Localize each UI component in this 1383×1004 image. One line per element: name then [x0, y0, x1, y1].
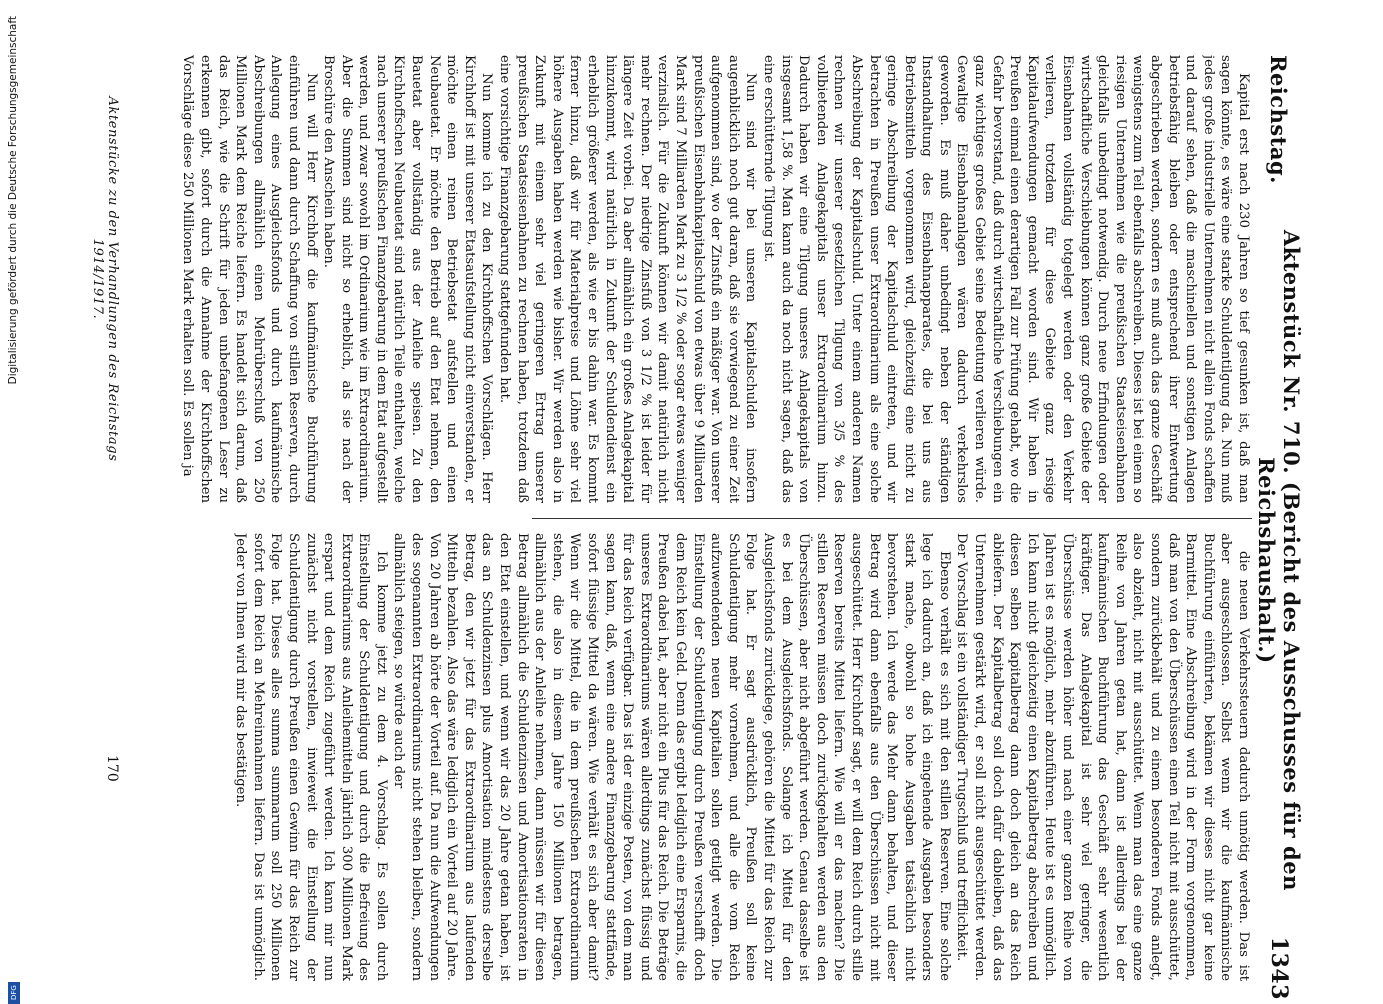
header-left: Reichstag.	[1266, 55, 1292, 184]
paragraph: Ich komme jetzt zu dem 4. Vorschlag. Es sollen durch Einstellung der Schuldentilgung und durch die Befreiung des Extraordinariums aus Anleihemitteln jährlich 300 Millionen Mark erspart und dem Reich zugeführt werden. Ich kann mir nun zunächst nicht vorstellen, inwieweit die Einstellung der Schuldentilgung durch Preußen einen Gewinn für das Reich zur Folge hat. Dieses alles summa summarum soll 250 Millionen sofort dem Reich an Mehreinnahmen liefern. Das ist unmöglich. Jeder von Ihnen wird mir das bestätigen.	[233, 533, 389, 981]
paragraph: die neuen Verkehrssteuern dadurch unnötig werden. Das ist aber ausgeschlossen. Selbst wenn wir die kaufmännische Buchführung einführten, bekämen wir dieses nicht gar keine Barmittel. Eine Abschreibung wird in der Form vorgenommen, daß man von den Überschüssen einen Teil nicht mit ausschüttet, sondern zurückbehält und zu einem besonderen Fonds anlegt, also abzieht, nicht mit ausschüttet. Wenn man das eine ganze Reihe von Jahren getan hat, dann ist allerdings bei der kaufmännischen Buchführung das Geschäft sehr wesentlich kräftiger. Das Anlagekapital ist sehr viel geringer, die Überschüsse werden höher und nach einer ganzen Reihe von Jahren ist es möglich, mehr abzuführen. Heute ist es unmöglich. Ich kann nicht gleichzeitig einen Kapitalbetrag abschreiben und diesen selben Kapitalbetrag dann doch gleich an das Reich abliefern. Der Kapitalbetrag soll doch dafür dableiben, daß das Unternehmen gestärkt wird, er soll nicht ausgeschüttet werden. Der Vorschlag ist ein vollständiger Trugschluß und trefflichkeit.	[954, 533, 1251, 981]
header-title: Aktenstück Nr. 710. (Bericht des Ausschusses für den Reichshaushalt.)	[1254, 229, 1304, 891]
column-divider	[532, 518, 1252, 519]
footer-page-number: 170	[104, 755, 120, 782]
paragraph: Nun komme ich zu den Kirchhoffschen Vorschlägen. Herr Kirchhoff ist mit unserer Etatsaufstellung nicht einverstanden, er möchte einen reinen Betriebsetat aufstellen und einen Neubauetat. Er möchte den Betrieb auf den Etat nehmen, den Bauetat aber vollständig aus der Anleihe speisen. Zu den Kirchhoffschen Neubauetat sind natürlich Teile enthalten, welche nach unserer preußischen Finanzgebarung in dem Etat aufgestellt werden, und zwar sowohl im Ordinarium wie im Extraordinarium. Aber die Summen sind nicht so erheblich, als sie nach der Broschüre den Anschein haben.	[321, 55, 495, 503]
right-column	[112, 533, 1252, 981]
header-page-number: 1343	[1266, 936, 1292, 1000]
paragraph: Kapital erst nach 230 Jahren so tief gesunken ist, daß man sagen könnte, es wäre eine starke Schuldentilgung da. Nun muß jedes große industrielle Unternehmen nicht allein Fonds schaffen und darauf sehen, daß die maschinellen und sonstigen Anlagen betriebsfähig bleiben oder entsprechend ihrer Entwertung abgeschrieben werden, sondern es muß auch das ganze Geschäft wenigstens zum Teil ebenfalls abschreiben. Dieses ist bei einem so riesigen Unternehmen wie die preußischen Staatseisenbahnen gleichfalls unbedingt notwendig. Durch neue Erfindungen oder wirtschaftliche Verschiebungen können ganz große Gebiete der Eisenbahnen vollständig totgelegt werden oder den Verkehr verlieren, trotzdem für diese Gebiete ganz riesige Kapitalaufwendungen gemacht worden sind. Wir haben in Preußen einmal einen derartigen Fall zur Prüfung gehabt, wo die Gefahr bevorstand, daß durch wirtschaftliche Verschiebungen ein ganz wichtiges großes Gebiet seine Bedeutung verlieren würde. Gewaltige Eisenbahnanlagen wären dadurch verkehrslos geworden. Es muß daher unbedingt neben der ständigen Instandhaltung des Eisenbahnapparates, die bei uns aus Betriebsmitteln vorgenommen wird, gleichzeitig eine nicht zu geringe Abschreibung der Kapitalschuld eintreten, und wir betrachten in Preußen unser Extraordinarium als eine solche Abschreibung der Kapitalschuld. Unter einem anderen Namen rechnen wir unserer gesetzlichen Tilgung von 3/5 % des vollbietenden Anlagekapitals unser Extraordinarium hinzu. Dadurch haben wir eine Tilgung unseres Anlagekapitals von insgesamt 1,58 %. Man kann auch da noch nicht sagen, daß das eine erschütternde Tilgung ist.	[760, 55, 1251, 503]
dfg-logo: DFG	[8, 982, 20, 1004]
page-header	[1254, 55, 1304, 1000]
page-footer: Aktenstücke zu den Verhandlungen des Reichstags 1914/1917.	[90, 96, 120, 462]
paragraph: Nun sind wir bei unseren Kapitalschulden insofern augenblicklich noch gut daran, daß sie vorwiegend zu einer Zeit aufgenommen sind, wo der Zinsfuß ein mäßiger war. Von unserer preußischen Eisenbahnkapitalschuld von etwas über 9 Milliarden Mark sind 7 Milliarden Mark zu 3 1/2 % oder sogar etwas weniger verzinslich. Für die Zukunft können wir damit natürlich nicht mehr rechnen. Der niedrige Zinsfuß von 3 1/2 % ist leider für längere Zeit vorbei. Da aber allmählich ein großes Anlagekapital hinzukommt, wird natürlich in Zukunft der Schuldendienst ein erheblich größerer werden, als wie er bis dahin war. Es kommt ferner hinzu, daß wir für Materialpreise und Löhne sehr viel höhere Ausgaben haben werden wie bisher. Wir werden also in Zukunft mit einem sehr viel geringeren Ertrag unserer preußischen Staatseisenbahnen zu rechnen haben, trotzdem daß eine vorsichtige Finanzgebarung stattgefunden hat.	[497, 55, 759, 503]
digitization-credit	[6, 16, 22, 1001]
paragraph: Ebenso verhält es sich mit den stillen Reserven. Eine solche lege ich dadurch an, daß ich eingehende Ausgaben besonders stark mache, obwohl so hohe Ausgaben tatsächlich nicht bevorstehen. Ich werde das Mehr dann behalten, und dieser Betrag wird dann ebenfalls aus den Überschüssen nicht mit ausgeschüttet. Herr Kirchhoff sagt, er will dem Reich durch stille Reserven bereits Mittel liefern. Wie will er das machen? Die stillen Reserven müssen doch zurückgehalten werden aus den Überschüssen, aber nicht abgeführt werden. Genau dasselbe ist es bei dem Ausgleichsfonds. Solange ich Mittel für den Ausgleichsfonds zurücklege, gehören die Mittel für das Reich zur Folge hat. Er sagt ausdrücklich, Preußen soll keine Schuldentilgung mehr vornehmen, und alle die vom Reich aufzuwendenden neuen Kapitalien sollen getilgt werden. Die Einstellung der Schuldentilgung durch Preußen verschafft doch dem Reich kein Geld. Denn das ergibt lediglich eine Ersparnis, die Preußen dabei hat, aber nicht ein Plus für das Reich. Die Beträge unseres Extraordinariums wären allerdings zunächst flüssig und für das Reich verfügbar. Das ist der einzige Posten, von dem man sagen kann, daß, wenn eine andere Finanzgebarung stattfände, sofort flüssige Mittel da wären. Wie verhält es sich aber damit? Wenn wir die Mittel, die in dem preußischen Extraordinarium stehen, die also in diesem Jahre 150 Millionen betragen, allmählich aus der Anleihe nehmen, dann müssen wir für diesen Betrag allmählich die Schuldenzinsen und Amortisationsraten in den Etat einstellen, und wenn wir das 20 Jahre getan haben, ist das an Schuldenzinsen plus Amortisation mindestens derselbe Betrag, den wir jetzt für das Extraordinarium aus laufenden Mitteln bezahlen. Also das wäre lediglich ein Vorteil auf 20 Jahre. Von 20 Jahren ab hörte der Vorteil auf. Da nun die Aufwendungen des sogenannten Extraordinariums nicht stehen bleiben, sondern allmählich steigen, so würde auch der	[391, 533, 952, 981]
left-column	[112, 55, 1252, 503]
digitization-credit-text: Digitalisierung gefördert durch die Deutsche Forschungsgemeinschaft	[7, 16, 19, 385]
document-page	[65, 55, 1304, 1000]
paragraph: Nun will Herr Kirchhoff die kaufmännische Buchführung einführen und dann durch Schaffung von stillen Reserven, durch Anlegung eines Ausgleichsfonds und durch kaufmännische Abschreibungen allmählich einen Mehrüberschuß von 250 Millionen Mark dem Reiche liefern. Es handelt sich darum, daß das Reich, wie die Schrift für jeden unbefangenen Leser zu erkennen gibt, sofort durch die Annahme der Kirchhoffschen Vorschläge diese 250 Millionen Mark erhalten soll. Es sollen ja	[180, 55, 319, 503]
